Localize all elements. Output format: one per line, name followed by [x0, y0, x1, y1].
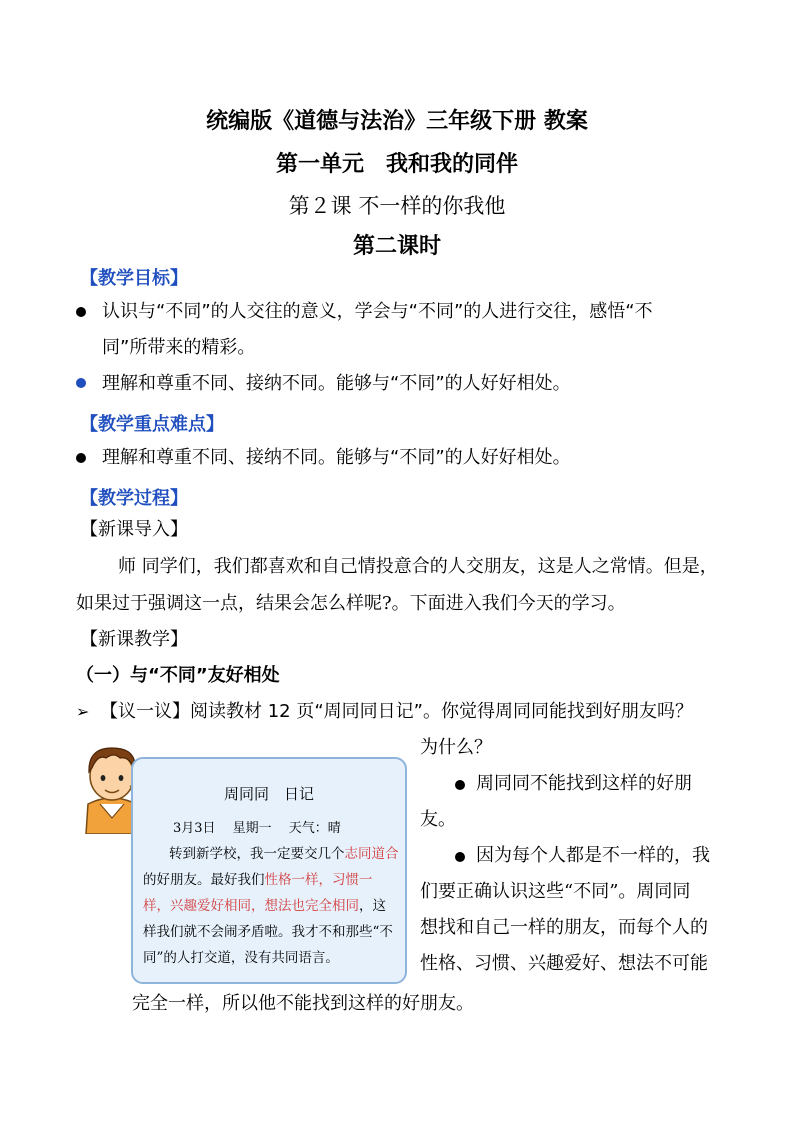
- discuss-line-2: 为什么？: [420, 737, 492, 758]
- objective-item-1-line-1: 认识与“不同”的人交往的意义，学会与“不同”的人进行交往，感悟“不: [102, 301, 653, 322]
- answer-2-line-2: 们要正确认识这些“不同”。周同同: [420, 881, 691, 902]
- part-1-heading: （一）与“不同”友好相处: [76, 665, 280, 686]
- diary-card: [131, 757, 407, 984]
- diary-date: 3月3日 星期一 天气：晴: [173, 821, 341, 836]
- document-title: 统编版《道德与法治》三年级下册 教案: [206, 109, 588, 134]
- intro-heading: 【新课导入】: [80, 519, 188, 540]
- key-point-item-1: 理解和尊重不同、接纳不同。能够与“不同”的人好好相处。: [102, 447, 571, 468]
- diary-highlight: 志同道合: [344, 846, 399, 862]
- lesson-title: 第２课 不一样的你我他: [288, 194, 506, 218]
- diary-text: [143, 841, 399, 971]
- intro-line-1: 师 同学们，我们都喜欢和自己情投意合的人交朋友，这是人之常情。但是，: [118, 556, 718, 577]
- answer-2-line-1: 因为每个人都是不一样的，我: [476, 845, 710, 866]
- arrow-bullet-icon: ➢: [76, 702, 90, 721]
- diary-title: 周同同 日记: [223, 785, 314, 803]
- bullet-icon: [455, 780, 465, 790]
- diary-text-part: 转到新学校，我一定要交几个: [169, 846, 345, 862]
- answer-1-line-2: 友。: [420, 809, 456, 830]
- answer-2-line-3: 想找和自己一样的朋友，而每个人的: [420, 917, 708, 938]
- answer-2-line-5: 完全一样，所以他不能找到这样的好朋友。: [132, 993, 474, 1014]
- bullet-icon: [76, 378, 86, 388]
- objectives-heading: 【教学目标】: [80, 268, 188, 289]
- diary-text-part: ，这样我们就不会闹矛盾啦。我才不和那些“不同”的人打交道，没有共同语言。: [143, 898, 393, 966]
- diary-text-part: 的好朋友。最好我们: [143, 872, 265, 888]
- discuss-line-1: 【议一议】阅读教材 12 页“周同同日记”。你觉得周同同能找到好朋友吗？: [100, 701, 693, 722]
- objective-item-1-line-2: 同”所带来的精彩。: [102, 337, 256, 358]
- session-title: 第二课时: [352, 234, 441, 259]
- unit-title: 第一单元 我和我的同伴: [275, 152, 518, 177]
- teaching-heading: 【新课教学】: [80, 629, 188, 650]
- answer-2-line-4: 性格、习惯、兴趣爱好、想法不可能: [420, 953, 708, 974]
- bullet-icon: [76, 307, 86, 317]
- diary-highlight: 性格一样，习惯一样，兴趣爱好相同，想法也完全相同: [143, 872, 373, 914]
- answer-1-line-1: 周同同不能找到这样的好朋: [476, 773, 692, 794]
- objective-item-2: 理解和尊重不同、接纳不同。能够与“不同”的人好好相处。: [102, 373, 571, 394]
- bullet-icon: [455, 852, 465, 862]
- bullet-icon: [76, 453, 86, 463]
- key-points-heading: 【教学重点难点】: [80, 414, 224, 435]
- process-heading: 【教学过程】: [80, 488, 188, 509]
- intro-line-2: 如果过于强调这一点，结果会怎么样呢?。下面进入我们今天的学习。: [76, 593, 626, 614]
